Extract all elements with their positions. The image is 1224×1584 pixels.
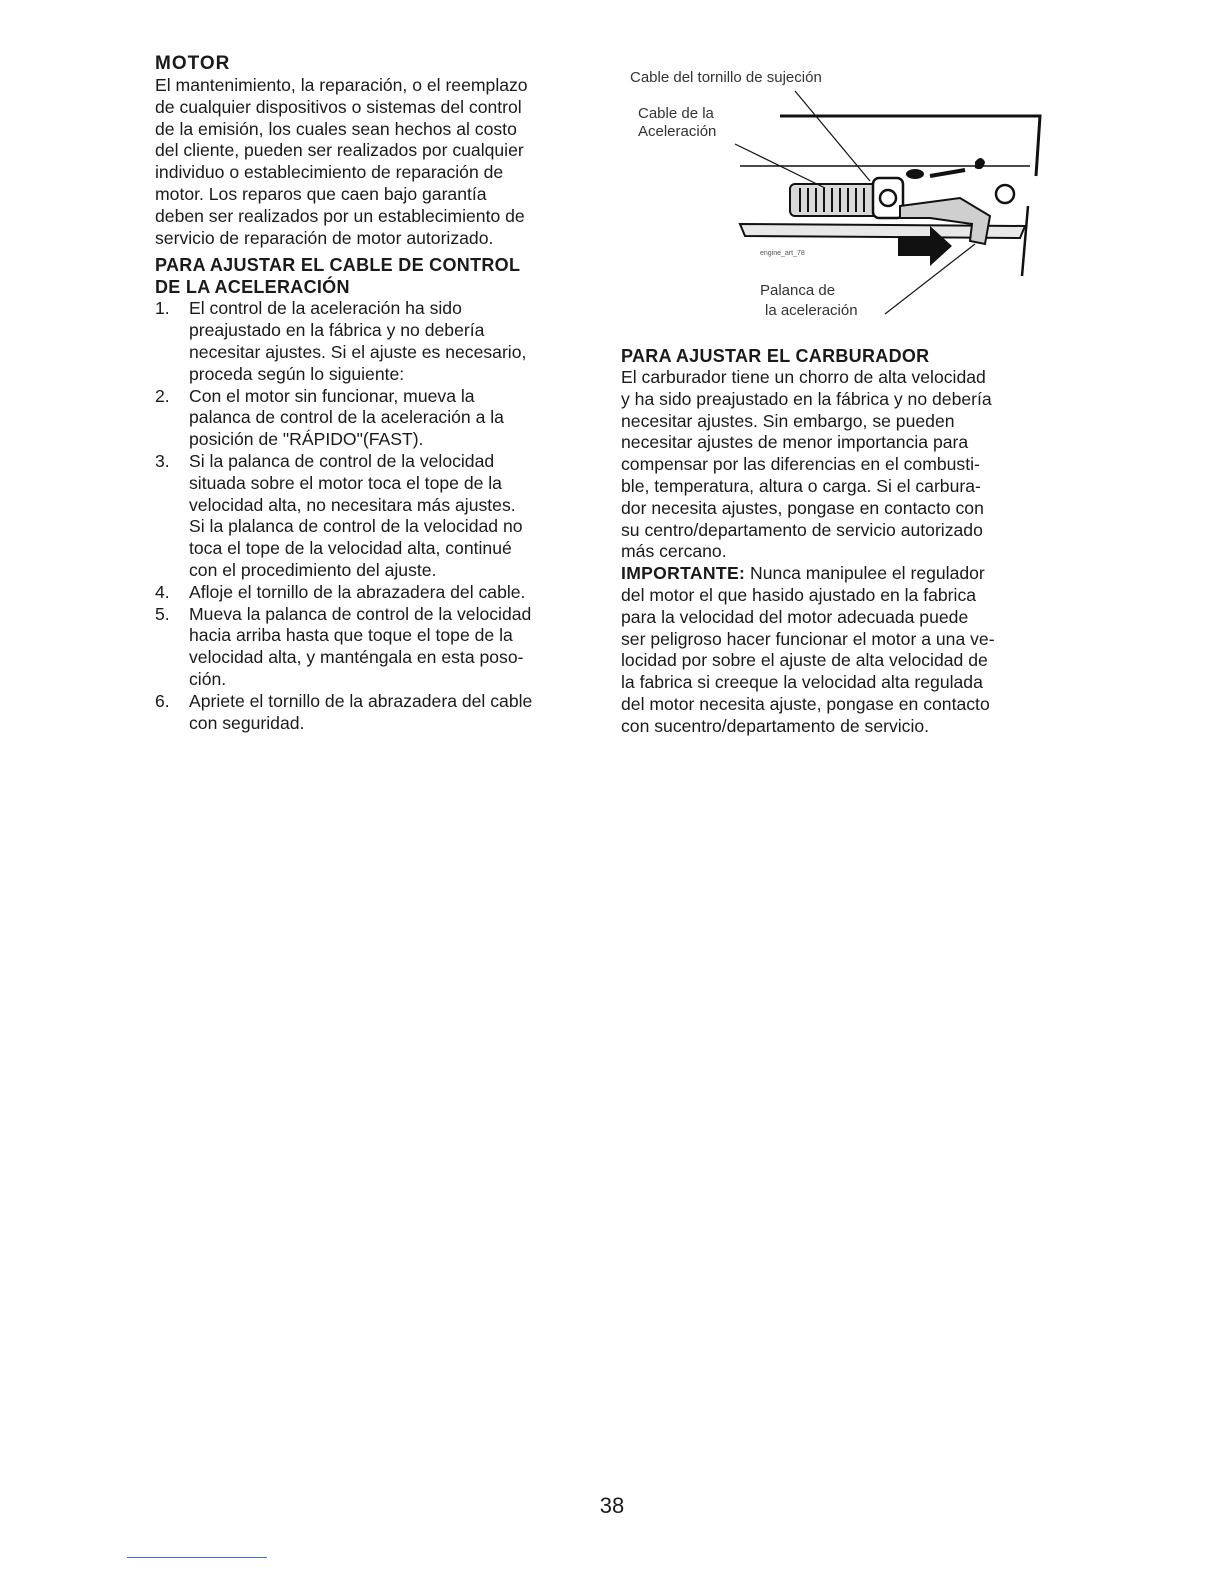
- text-line: del cliente, pueden ser realizados por cualquier: [155, 140, 524, 161]
- art-code: engine_art_78: [760, 250, 805, 257]
- step-number: 3.: [155, 450, 170, 471]
- text-line: y ha sido preajustado en la fábrica y no debería: [621, 388, 992, 409]
- text-line: El control de la aceleración ha sido: [189, 298, 462, 319]
- heading-line: PARA AJUSTAR EL CABLE DE CONTROL: [155, 255, 521, 276]
- text-line: Si la palanca de control de la velocidad: [189, 450, 495, 471]
- page-number: 38: [599, 1493, 625, 1518]
- heading-line: DE LA ACELERACIÓN: [155, 277, 350, 298]
- step-item: [155, 298, 595, 385]
- text-line: más cercano.: [621, 541, 727, 562]
- text-line: preajustado en la fábrica y no debería: [189, 320, 485, 341]
- text-line: motor. Los reparos que caen bajo garantía: [155, 183, 487, 204]
- step-number: 4.: [155, 581, 170, 602]
- text-line: para la velocidad del motor adecuada puede: [621, 606, 969, 627]
- text-line: necesitar ajustes. Sin embargo, se pueden: [621, 410, 955, 431]
- carburetor-paragraph: [621, 367, 1061, 563]
- important-label: IMPORTANTE:: [621, 563, 746, 584]
- text-line: velocidad alta, y manténgala en esta poso-: [189, 647, 524, 668]
- text-line: con sucentro/departamento de servicio.: [621, 715, 930, 736]
- cable-spring: [790, 184, 880, 216]
- text-line: Apriete el tornillo de la abrazadera del cable: [189, 690, 533, 711]
- text-line: proceda según lo siguiente:: [189, 363, 405, 384]
- text-line: toca el tope de la velocidad alta, continué: [189, 538, 512, 559]
- slow-turtle-icon: [906, 169, 924, 179]
- text-line: El mantenimiento, la reparación, o el reemplazo: [155, 75, 528, 95]
- step-item: [155, 582, 595, 604]
- text-line: necesitar ajustes de menor importancia para: [621, 432, 969, 453]
- text-line: ble, temperatura, altura o carga. Si el carbura-: [621, 475, 981, 496]
- step-number: 2.: [155, 385, 170, 406]
- left-column: [155, 53, 595, 734]
- text-line: individuo o establecimiento de reparación de: [155, 162, 504, 183]
- text-line: la fabrica si creeque la velocidad alta regulada: [621, 672, 983, 693]
- text-line: ción.: [189, 668, 227, 689]
- throttle-cable-figure: [630, 66, 1050, 326]
- motor-paragraph: [155, 75, 595, 249]
- text-line: de cualquier dispositivos o sistemas del control: [155, 96, 522, 117]
- text-line: necesitar ajustes. Si el ajuste es necesario,: [189, 341, 527, 362]
- right-column: [621, 345, 1061, 738]
- step-number: 5.: [155, 603, 170, 624]
- throttle-lever-label-line1: Palanca de: [760, 282, 836, 299]
- text-line: Afloje el tornillo de la abrazadera del cable.: [189, 581, 526, 602]
- text-line: con seguridad.: [189, 712, 305, 733]
- motor-heading: MOTOR: [155, 53, 231, 74]
- throttle-lever-label-line2: la aceleración: [765, 302, 858, 319]
- step-item: [155, 451, 595, 582]
- text-line: dor necesita ajustes, pongase en contacto con: [621, 497, 984, 518]
- text-line: Nunca manipulee el regulador: [745, 563, 985, 584]
- text-line: ser peligroso hacer funcionar el motor a una ve-: [621, 628, 995, 649]
- throttle-cable-label-line1: Cable de la: [638, 105, 714, 122]
- text-line: locidad por sobre el ajuste de alta velocidad de: [621, 650, 988, 671]
- step-item: [155, 604, 595, 691]
- text-line: posición de "RÁPIDO"(FAST).: [189, 429, 424, 450]
- step-number: 6.: [155, 690, 170, 711]
- cable-adjust-steps: [155, 298, 595, 734]
- text-line: situada sobre el motor toca el tope de la: [189, 472, 502, 493]
- speed-arrow-icon: [930, 170, 965, 176]
- important-paragraph: [621, 563, 1061, 737]
- clamp-screw-label: Cable del tornillo de sujeción: [630, 69, 822, 86]
- fast-rabbit-icon: [975, 158, 985, 169]
- step-item: [155, 691, 595, 735]
- text-line: Con el motor sin funcionar, mueva la: [189, 385, 475, 406]
- text-line: velocidad alta, no necesitara más ajustes.: [189, 494, 516, 515]
- text-line: servicio de reparación de motor autorizado.: [155, 227, 494, 248]
- text-line: su centro/departamento de servicio autorizado: [621, 519, 983, 540]
- step-item: [155, 386, 595, 451]
- text-line: palanca de control de la aceleración a la: [189, 407, 504, 428]
- step-number: 1.: [155, 298, 170, 319]
- text-line: del motor el que hasido ajustado en la fabrica: [621, 584, 977, 605]
- text-line: de la emisión, los cuales sean hechos al costo: [155, 118, 517, 139]
- carburetor-heading: PARA AJUSTAR EL CARBURADOR: [621, 346, 930, 366]
- text-line: Mueva la palanca de control de la velocidad: [189, 603, 532, 624]
- text-line: del motor necesita ajuste, pongase en contacto: [621, 693, 990, 714]
- text-line: con el procedimiento del ajuste.: [189, 559, 437, 580]
- clamp-screw: [880, 190, 896, 206]
- text-line: Si la plalanca de control de la velocidad no: [189, 516, 523, 537]
- cable-adjust-heading: [155, 254, 595, 298]
- stop-screw: [996, 185, 1014, 203]
- text-line: deben ser realizados por un establecimiento de: [155, 205, 525, 226]
- text-line: compensar por las diferencias en el combusti-: [621, 454, 980, 475]
- text-line: hacia arriba hasta que toque el tope de la: [189, 625, 513, 646]
- text-line: El carburador tiene un chorro de alta velocidad: [621, 367, 986, 387]
- footer-rule: [127, 1557, 267, 1558]
- throttle-cable-label-line2: Aceleración: [638, 123, 717, 140]
